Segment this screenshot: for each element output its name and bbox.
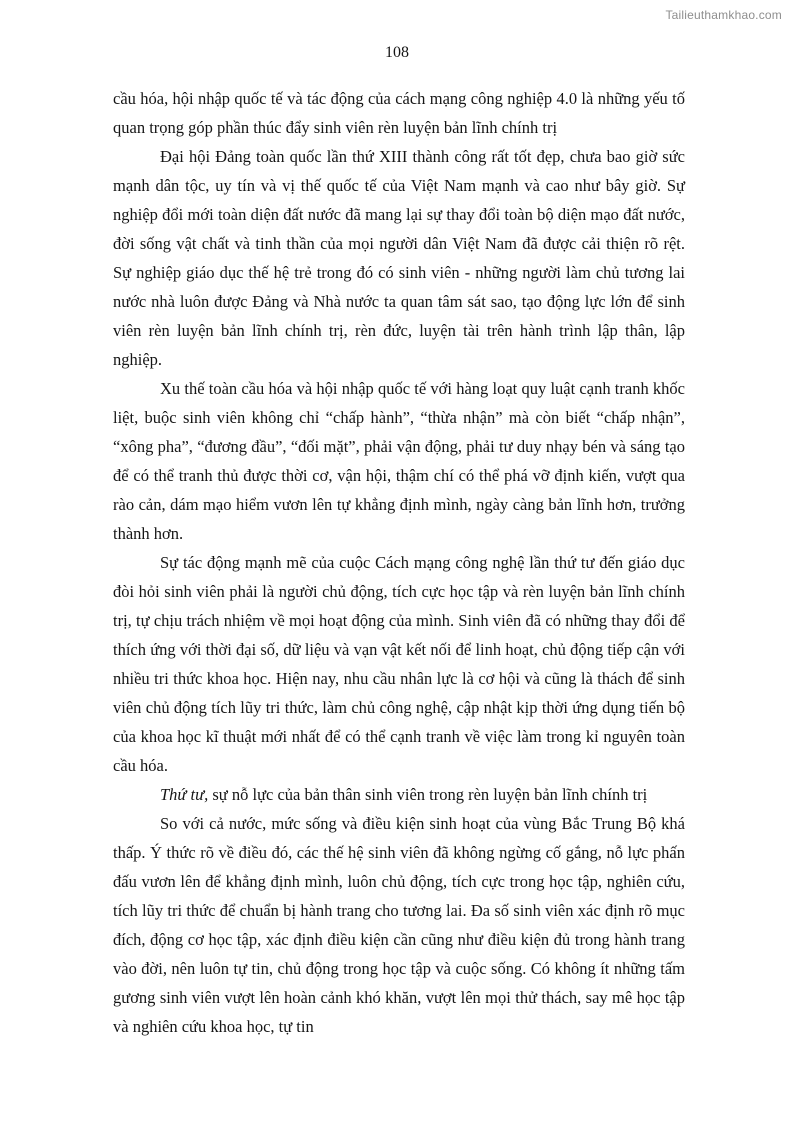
paragraph-lead-italic: Thứ tư, bbox=[160, 785, 209, 804]
site-watermark: Tailieuthamkhao.com bbox=[665, 8, 782, 22]
paragraph: Xu thế toàn cầu hóa và hội nhập quốc tế với hàng loạt quy luật cạnh tranh khốc liệt, buộc sinh viên không chỉ “chấp hành”, “thừa nhận” mà còn biết “chấp nhận”, “xông pha”, “đương đầu”, “đối mặt”, phải vận động, phải tư duy nhạy bén và sáng tạo để có thể tranh thủ được thời cơ, vận hội, thậm chí có thể phá vỡ định kiến, vượt qua rào cản, dám mạo hiểm vươn lên tự khẳng định mình, ngày càng bản lĩnh hơn, trưởng thành hơn. bbox=[113, 379, 685, 543]
paragraph-continuation: cầu hóa, hội nhập quốc tế và tác động của cách mạng công nghiệp 4.0 là những yếu tố quan trọng góp phần thúc đẩy sinh viên rèn luyện bản lĩnh chính trị bbox=[113, 89, 685, 137]
paragraph-heading-thu-tu bbox=[113, 780, 685, 809]
document-body bbox=[113, 84, 685, 1041]
paragraph: So với cả nước, mức sống và điều kiện sinh hoạt của vùng Bắc Trung Bộ khá thấp. Ý thức rõ về điều đó, các thế hệ sinh viên đã không ngừng cố gắng, nỗ lực phấn đấu vươn lên để khẳng định mình, luôn chủ động, tích cực trong học tập, nghiên cứu, tích lũy tri thức để chuẩn bị hành trang cho tương lai. Đa số sinh viên xác định rõ mục đích, động cơ học tập, xác định điều kiện cần cũng như điều kiện đủ trong hành trang vào đời, nên luôn tự tin, chủ động trong học tập và cuộc sống. Có không ít những tấm gương sinh viên vượt lên hoàn cảnh khó khăn, vượt lên mọi thử thách, say mê học tập và nghiên cứu khoa học, tự tin bbox=[113, 814, 685, 1036]
paragraph: Sự tác động mạnh mẽ của cuộc Cách mạng công nghệ lần thứ tư đến giáo dục đòi hỏi sinh viên phải là người chủ động, tích cực học tập và rèn luyện bản lĩnh chính trị, tự chịu trách nhiệm về mọi hoạt động của mình. Sinh viên đã có những thay đổi để thích ứng với thời đại số, dữ liệu và vạn vật kết nối để linh hoạt, chủ động tiếp cận với nhiều tri thức khoa học. Hiện nay, nhu cầu nhân lực là cơ hội và cũng là thách để sinh viên chủ động tích lũy tri thức, làm chủ công nghệ, cập nhật kịp thời ứng dụng tiến bộ của khoa học kĩ thuật mới nhất để có thể cạnh tranh về việc làm trong kỉ nguyên toàn cầu hóa. bbox=[113, 553, 685, 775]
paragraph: Đại hội Đảng toàn quốc lần thứ XIII thành công rất tốt đẹp, chưa bao giờ sức mạnh dân tộc, uy tín và vị thế quốc tế của Việt Nam mạnh và cao như bây giờ. Sự nghiệp đổi mới toàn diện đất nước đã mang lại sự thay đổi toàn bộ diện mạo đất nước, đời sống vật chất và tinh thần của mọi người dân Việt Nam đã được cải thiện rõ rệt. Sự nghiệp giáo dục thế hệ trẻ trong đó có sinh viên - những người làm chủ tương lai nước nhà luôn được Đảng và Nhà nước ta quan tâm sát sao, tạo động lực lớn để sinh viên rèn luyện bản lĩnh chính trị, rèn đức, luyện tài trên hành trình lập thân, lập nghiệp. bbox=[113, 147, 685, 369]
paragraph-text: sự nỗ lực của bản thân sinh viên trong rèn luyện bản lĩnh chính trị bbox=[208, 785, 648, 804]
page-number: 108 bbox=[385, 44, 409, 61]
